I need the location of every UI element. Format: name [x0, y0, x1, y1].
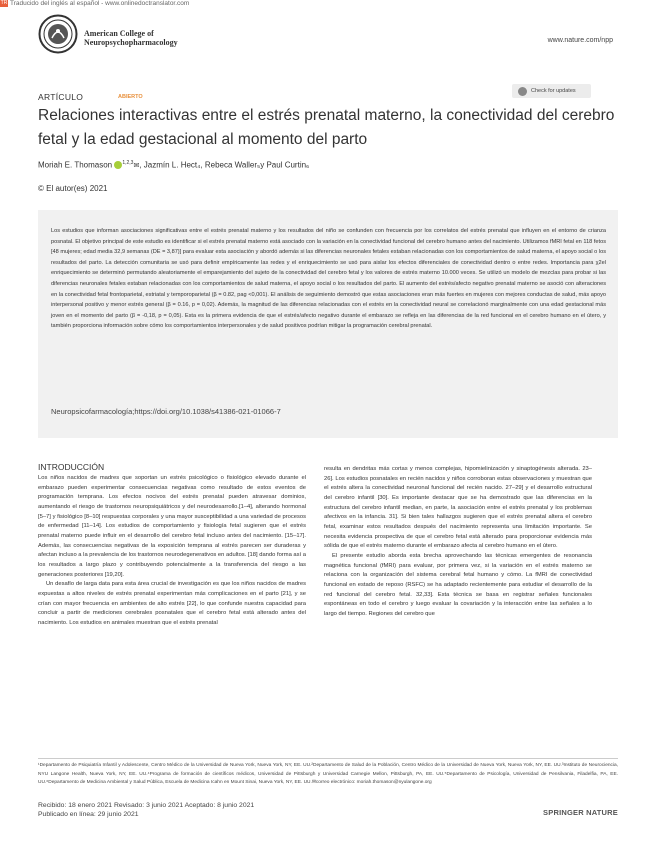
translation-notice-text: Traducido del inglés al español - www.onlinedoctranslator.com — [10, 0, 190, 7]
journal-name — [84, 29, 178, 47]
paragraph: resulta en dendritas más cortas y menos complejas, hipomielinización y sinaptogénesis alterada. 23–26]. Los estudios posnatales en recién nacidos y niños corroboran estas observaciones y muestran que el estrés altera la conectividad neuronal funcional del recién nacido. 27–29] y el desarrollo estructural del cerebro infantil [30]. Es importante destacar que se ha demostrado que las diferencias en la estructura del cerebro infantil median, en parte, la asociación entre el estrés prenatal y los problemas afectivos en la infancia. 31]. Si bien tales hallazgos sugieren que el estrés prenatal altera el cerebro fetal, examinar estos resultados después del nacimiento representa una limitación importante. Se necesita evidencia prospectiva de que el cerebro fetal está alterado para proporcionar evidencia más sólida de que el estrés materno durante el embarazo afecta al cerebro humano en el útero. — [324, 466, 592, 550]
author-rest: , Jazmín L. Hect₄, Rebeca Waller₅y Paul Curtin₆ — [139, 160, 310, 170]
translate-icon: TR — [0, 0, 8, 6]
article-title: Relaciones interactivas entre el estrés prenatal materno, la conectividad del cerebro fetal y la edad gestacional al momento del parto — [38, 107, 615, 148]
envelope-icon[interactable]: ✉ — [133, 162, 140, 170]
body-column-left — [38, 462, 306, 629]
check-updates-icon — [518, 87, 527, 96]
abstract-box — [38, 210, 618, 438]
abstract-text: Los estudios que informan asociaciones significativas entre el estrés prenatal materno y los resultados del niño se confunden con frecuencia por los correlatos del estrés prenatal que influyen en el entorno de crianza posnatal. El objetivo principal de este estudio es identificar si el estrés prenatal materno está asociado con la variación en la conectividad funcional del cerebro humano antes del nacimiento. Utilizamos fMRI fetal en 118 fetos [48 mujeres; edad media 32,9 semanas (DE = 3,87)] para evaluar esta asociación y abordó además si las diferencias neuronales fetales estaban relacionadas con los comportamientos de salud materna, el apoyo social o los resultados del parto. La detección comunitaria se usó para definir empíricamente las redes y el enriquecimiento se usó para aislar los efectos diferenciales de conectividad dentro o entre redes. Importancia para χ2el enriquecimiento se determinó permutando aleatoriamente el emparejamiento del sujeto de la conectividad del cerebro fetal y los valores de estrés materno 10.000 veces. Se utilizó un modelo de mezclas para probar si las diferencias neuronales fetales estaban relacionadas con los comportamientos de salud materna, el apoyo social o los resultados del parto. El aumento del estrés/afecto negativo prenatal materno se asoció con alteraciones en la conectividad fetal frontoparietal, estriatal y temporoparietal (β = 0.82, pag <0,001). El análisis de seguimiento demostró que estas asociaciones eran más fuertes en mujeres con mejores conductas de salud, más apoyo interpersonal positivo y menor estrés general (β = 0.16, p = 0,02). Además, la magnitud de las diferencias relacionadas con el estrés en la conectividad neural se correlacionó marginalmente con una edad gestacional más joven en el momento del parto (β = -0,18, p = 0,05). Esta es la primera evidencia de que el estrés/afecto negativo durante el embarazo se refleja en las diferencias de la red funcional en el cerebro humano en el útero, y también proporciona información sobre cómo los comportamientos interpersonales y de salud positivos podrían mitigar la programación cerebral prenatal. — [51, 228, 606, 330]
author-list — [38, 160, 309, 170]
published-date: Publicado en línea: 29 junio 2021 — [38, 811, 139, 818]
footnote-divider — [38, 758, 618, 759]
paragraph: Los niños nacidos de madres que soportan un estrés psicológico o fisiológico elevado durante el embarazo pueden experimentar consecuencias negativas como resultado de estos eventos de programación temprana. Los efectos nocivos del estrés prenatal pueden atravesar dominios, aumentando el riesgo de trastornos neuropsiquiátricos y del neurodesarrollo.[1–4], alterando hormonal [5–7] y fisiológico [8–10] respuestas corporales y una mayor susceptibilidad a una variedad de procesos de enfermedad [11–14]. Los estudios de comportamiento y fisiología fetal sugieren que el estrés prenatal materno puede influir en el desarrollo del cerebro fetal incluso antes del nacimiento. [15–17]. Además, las consecuencias negativas de la exposición temprana al estrés parecen ser duraderas y afectan incluso a la prevalencia de los trastornos neurodegenerativos en adultos. [18] dando forma así a los resultados a largo plazo y contribuyendo potencialmente a la transferencia del riesgo a las generaciones posteriores [19,20]. — [38, 475, 306, 578]
publisher-logo: SPRINGER NATURE — [543, 808, 618, 817]
author-first[interactable]: Moriah E. Thomason — [38, 160, 113, 170]
affiliations-footnote: ¹Departamento de Psiquiatría Infantil y Adolescente, Centro Médico de la Universidad de Nueva York, Nueva York, NY, EE. UU.²Departamento de Salud de la Población, Centro Médico de la Universidad de Nueva York, Nueva York, NY, EE. UU.³Instituto de Neurociencia, NYU Langone Health, Nueva York, NY, EE. UU.⁴Programa de formación de científicos médicos, Universidad de Pittsburgh y Universidad Carnegie Mellon, Pittsburgh, PA, EE. UU.⁵Departamento de Psicología, Universidad de Pensilvania, Filadelfia, PA, EE. UU.⁶Departamento de Medicina Ambiental y Salud Pública, Escuela de Medicina Icahn en Mount Sinai, Nueva York, NY, EE. UU.✉correo electrónico: moriah.thomason@nyulangone.org — [38, 763, 618, 786]
acnp-logo-icon — [38, 14, 78, 54]
copyright: © El autor(es) 2021 — [38, 184, 108, 193]
open-access-badge: ABIERTO — [118, 94, 143, 100]
check-for-updates-label: Check for updates — [531, 88, 576, 94]
received-dates: Recibido: 18 enero 2021 Revisado: 3 junio 2021 Aceptado: 8 junio 2021 — [38, 802, 255, 809]
article-type: ARTÍCULO — [38, 92, 84, 102]
paragraph: El presente estudio aborda esta brecha aprovechando las técnicas emergentes de resonancia magnética funcional (fMRI) para evaluar, por primera vez, si la variación en el estrés materno se relaciona con la organización del sistema cerebral fetal humano y cómo. La fMRI de conectividad funcional en estado de reposo (RSFC) se ha adaptado recientemente para estudiar el desarrollo de la red funcional del cerebro fetal. 32,33]. Esta técnica se basa en registrar señales funcionales espontáneas en todo el cerebro y luego evaluar la covariación y la interacción entre las señales a lo largo del tiempo. Regiones del cerebro que — [324, 552, 592, 617]
section-heading-introduction: INTRODUCCIÓN — [38, 462, 105, 472]
journal-url[interactable]: www.nature.com/npp — [547, 37, 613, 44]
paragraph: Un desafío de larga data para esta área crucial de investigación es que los niños nacidos de madres expuestas a altos niveles de estrés prenatal experimentan más complicaciones en el parto [21], y se crían con mayor frecuencia en ambientes de alto estrés [22], lo que confunde nuestra capacidad para concluir a partir de mediciones cerebrales posnatales que el cerebro fetal está alterado antes del nacimiento. Los estudios en animales muestran que el estrés prenatal — [38, 581, 306, 626]
journal-name-line2: Neuropsychopharmacology — [84, 38, 178, 47]
journal-name-line1: American College of — [84, 29, 154, 38]
check-for-updates-button[interactable] — [512, 84, 591, 98]
doi-link[interactable]: Neuropsicofarmacología;https://doi.org/10.1038/s41386-021-01066-7 — [51, 407, 281, 416]
translation-notice[interactable] — [0, 0, 200, 9]
article-dates — [38, 801, 438, 819]
body-column-right — [324, 465, 592, 620]
author-affiliations: 1,2,3 — [122, 160, 134, 166]
